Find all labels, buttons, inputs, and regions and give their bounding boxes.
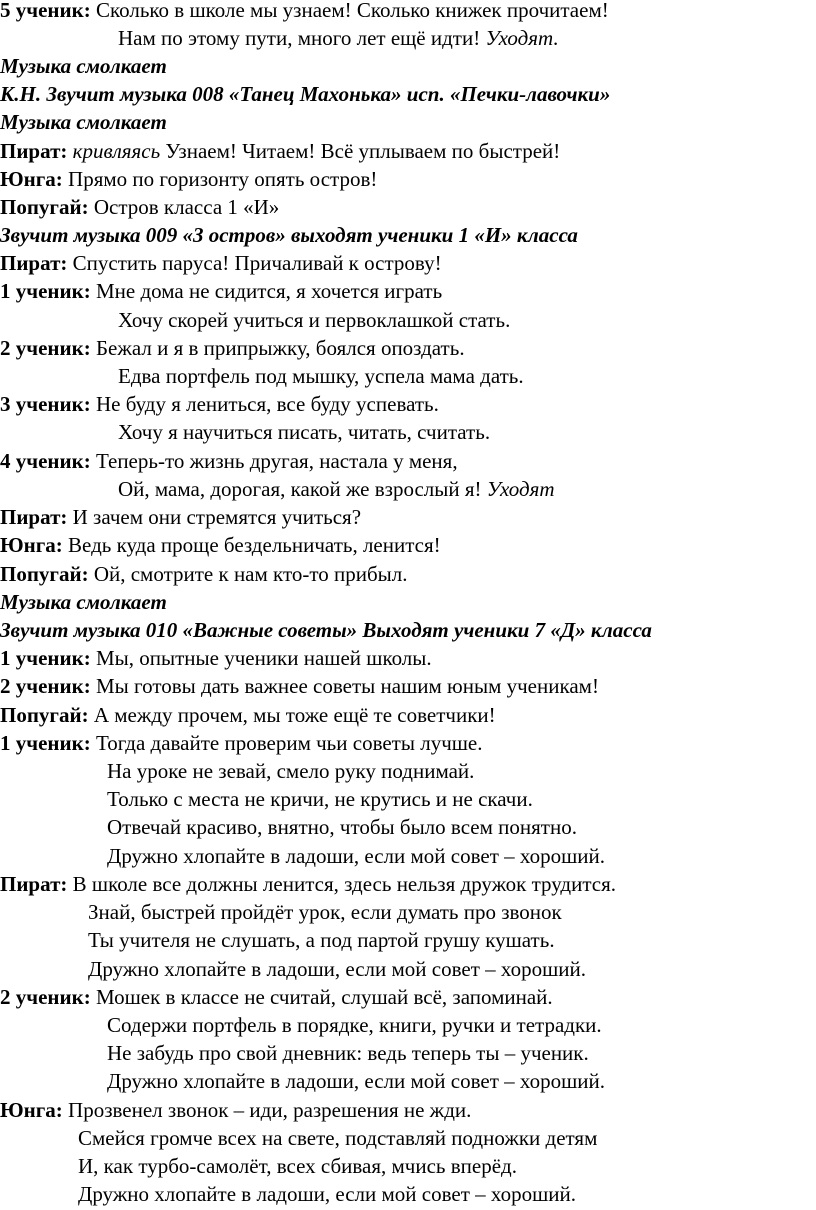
music-cue [0, 108, 167, 136]
speaker-label: 2 ученик: [0, 674, 91, 698]
dialogue-text: Не буду я лениться, все буду успевать. [90, 392, 439, 416]
cue-text: Звучит музыка 010 «Важные советы» Выходят ученики 7 «Д» класса [0, 618, 652, 642]
dialogue-line [107, 1011, 602, 1039]
cue-text: Звучит музыка 009 «3 остров» выходят ученики 1 «И» класса [0, 223, 578, 247]
cue-text: Музыка смолкает [0, 54, 167, 78]
speaker-label: Пират: [0, 139, 68, 163]
dialogue-line [0, 0, 609, 24]
speaker-label: Пират: [0, 872, 68, 896]
dialogue-text: Мне дома не сидится, я хочется играть [90, 279, 443, 303]
stage-direction: Уходят. [485, 26, 559, 50]
dialogue-text: А между прочем, мы тоже ещё те советчики! [88, 703, 496, 727]
dialogue-text: Дружно хлопайте в ладоши, если мой совет – хороший. [88, 957, 586, 981]
speaker-label: Попугай: [0, 703, 89, 727]
dialogue-text: Нам по этому пути, много лет ещё идти! [118, 26, 486, 50]
music-cue [0, 588, 167, 616]
dialogue-text: Ты учителя не слушать, а под партой грушу кушать. [88, 928, 555, 952]
stage-direction: кривляясь [67, 139, 161, 163]
dialogue-line [88, 955, 586, 983]
speaker-label: Пират: [0, 505, 68, 529]
dialogue-text: Сколько в школе мы узнаем! Сколько книжек прочитаем! [90, 0, 609, 22]
dialogue-line [88, 898, 562, 926]
dialogue-text: Узнаем! Читаем! Всё уплываем по быстрей! [160, 139, 561, 163]
dialogue-text: Знай, быстрей пройдёт урок, если думать про звонок [88, 900, 562, 924]
cue-text: К.Н. Звучит музыка 008 «Танец Махонька» исп. «Печки-лавочки» [0, 82, 611, 106]
dialogue-line [0, 193, 279, 221]
music-cue [0, 221, 578, 249]
stage-direction: Уходят [486, 477, 555, 501]
dialogue-text: Спустить паруса! Причаливай к острову! [67, 251, 442, 275]
dialogue-line [0, 334, 465, 362]
dialogue-line [0, 503, 361, 531]
dialogue-text: В школе все должны ленится, здесь нельзя дружок трудится. [67, 872, 617, 896]
music-cue [0, 616, 652, 644]
dialogue-line [0, 701, 496, 729]
speaker-label: 2 ученик: [0, 336, 91, 360]
dialogue-line [0, 560, 408, 588]
dialogue-line [0, 249, 442, 277]
dialogue-line [0, 729, 483, 757]
dialogue-line [78, 1180, 576, 1208]
dialogue-text: Мы, опытные ученики нашей школы. [90, 646, 432, 670]
speaker-label: 1 ученик: [0, 731, 91, 755]
speaker-label: 2 ученик: [0, 985, 91, 1009]
dialogue-text: Только с места не кричи, не крутись и не скачи. [107, 787, 533, 811]
dialogue-text: Хочу скорей учиться и первоклашкой стать. [118, 308, 511, 332]
dialogue-text: Ой, смотрите к нам кто-то прибыл. [88, 562, 408, 586]
dialogue-line [88, 926, 555, 954]
dialogue-text: Дружно хлопайте в ладоши, если мой совет – хороший. [107, 844, 605, 868]
dialogue-line [118, 306, 510, 334]
speaker-label: 1 ученик: [0, 279, 91, 303]
cue-text: Музыка смолкает [0, 590, 167, 614]
speaker-label: Попугай: [0, 195, 89, 219]
dialogue-text: Прозвенел звонок – иди, разрешения не жди. [62, 1098, 472, 1122]
dialogue-line [0, 983, 553, 1011]
dialogue-text: Тогда давайте проверим чьи советы лучше. [90, 731, 483, 755]
dialogue-text: Бежал и я в припрыжку, боялся опоздать. [90, 336, 465, 360]
dialogue-line [107, 1039, 589, 1067]
dialogue-line [118, 475, 555, 503]
dialogue-text: И зачем они стремятся учиться? [67, 505, 362, 529]
dialogue-text: И, как турбо-самолёт, всех сбивая, мчись вперёд. [78, 1154, 517, 1178]
dialogue-text: Не забудь про свой дневник: ведь теперь ты – ученик. [107, 1041, 589, 1065]
dialogue-line [0, 165, 377, 193]
dialogue-line [118, 362, 524, 390]
dialogue-line [0, 531, 441, 559]
dialogue-text: Остров класса 1 «И» [88, 195, 280, 219]
speaker-label: 5 ученик: [0, 0, 91, 22]
speaker-label: Пират: [0, 251, 68, 275]
dialogue-line [0, 1096, 471, 1124]
dialogue-line [0, 672, 599, 700]
dialogue-text: Хочу я научиться писать, читать, считать. [118, 420, 491, 444]
dialogue-text: Теперь-то жизнь другая, настала у меня, [90, 449, 458, 473]
speaker-label: Попугай: [0, 562, 89, 586]
dialogue-line [118, 418, 490, 446]
music-cue [0, 52, 167, 80]
speaker-label: Юнга: [0, 1098, 63, 1122]
speaker-label: 4 ученик: [0, 449, 91, 473]
dialogue-text: Дружно хлопайте в ладоши, если мой совет – хороший. [78, 1182, 576, 1206]
dialogue-text: Мы готовы дать важнее советы нашим юным ученикам! [90, 674, 599, 698]
speaker-label: 3 ученик: [0, 392, 91, 416]
dialogue-text: Мошек в классе не считай, слушай всё, запоминай. [90, 985, 553, 1009]
dialogue-line [0, 390, 439, 418]
speaker-label: Юнга: [0, 533, 63, 557]
dialogue-line [118, 24, 559, 52]
dialogue-text: Содержи портфель в порядке, книги, ручки и тетрадки. [107, 1013, 602, 1037]
speaker-label: Юнга: [0, 167, 63, 191]
dialogue-text: На уроке не зевай, смело руку поднимай. [107, 759, 475, 783]
dialogue-line [0, 447, 458, 475]
dialogue-line [0, 277, 442, 305]
speaker-label: 1 ученик: [0, 646, 91, 670]
dialogue-line [107, 785, 533, 813]
dialogue-line [78, 1124, 597, 1152]
dialogue-text: Прямо по горизонту опять остров! [62, 167, 378, 191]
dialogue-line [0, 137, 560, 165]
dialogue-text: Отвечай красиво, внятно, чтобы было всем понятно. [107, 815, 577, 839]
dialogue-line [78, 1152, 517, 1180]
dialogue-text: Ведь куда проще бездельничать, ленится! [62, 533, 441, 557]
cue-text: Музыка смолкает [0, 110, 167, 134]
music-cue [0, 80, 610, 108]
dialogue-line [0, 870, 616, 898]
dialogue-line [0, 644, 432, 672]
dialogue-line [107, 813, 577, 841]
dialogue-line [107, 757, 474, 785]
dialogue-line [107, 1067, 605, 1095]
dialogue-text: Едва портфель под мышку, успела мама дать. [118, 364, 524, 388]
dialogue-text: Дружно хлопайте в ладоши, если мой совет – хороший. [107, 1069, 605, 1093]
dialogue-line [107, 842, 605, 870]
dialogue-text: Смейся громче всех на свете, подставляй подножки детям [78, 1126, 598, 1150]
dialogue-text: Ой, мама, дорогая, какой же взрослый я! [118, 477, 487, 501]
